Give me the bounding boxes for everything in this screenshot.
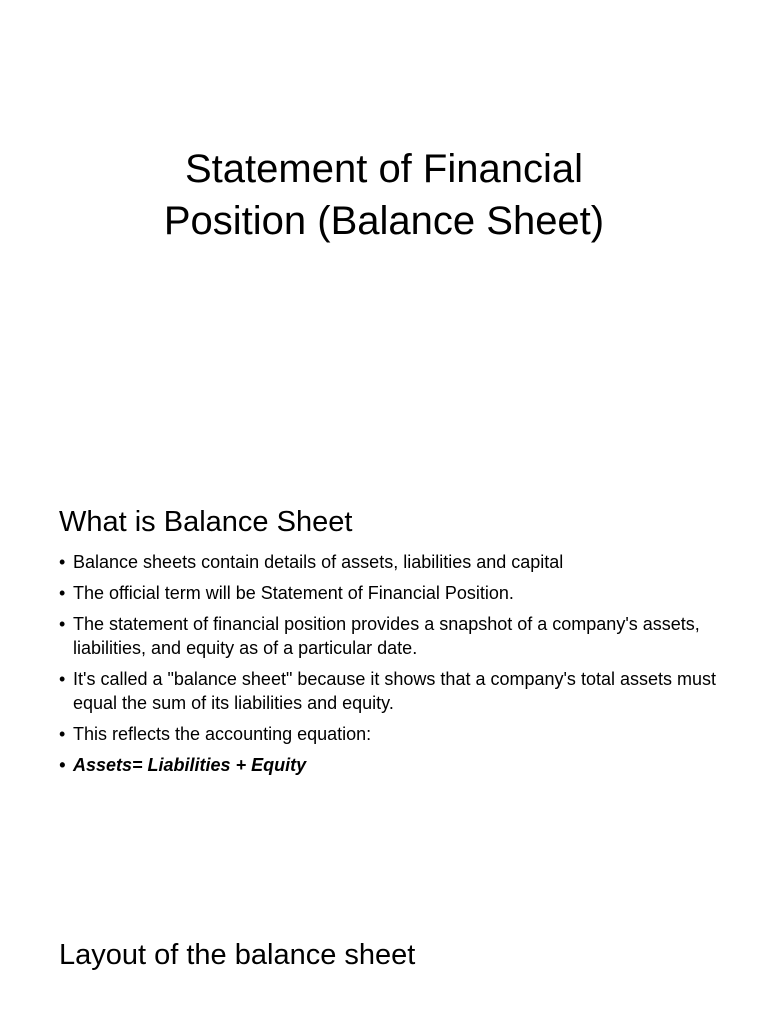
bullet-icon: •	[59, 552, 66, 572]
bullet-item	[59, 612, 719, 660]
section-heading: What is Balance Sheet	[59, 506, 353, 539]
bullet-item	[59, 550, 719, 574]
bullet-item	[59, 667, 719, 715]
bullet-icon: •	[59, 724, 66, 744]
title-slide	[0, 0, 768, 432]
bullet-item	[59, 581, 719, 605]
bullet-icon: •	[59, 583, 66, 603]
equation-bullet-item	[59, 753, 719, 777]
bullet-icon: •	[59, 614, 66, 634]
layout-slide	[0, 864, 768, 1024]
accounting-equation: Assets= Liabilities + Equity	[73, 755, 307, 775]
section-heading: Layout of the balance sheet	[59, 939, 416, 972]
bullet-icon: •	[59, 755, 66, 775]
bullet-text: The official term will be Statement of Financial Position.	[73, 583, 514, 603]
definition-slide	[0, 432, 768, 864]
slide-title-line-1: Statement of Financial	[185, 146, 583, 191]
slide-title-line-2: Position (Balance Sheet)	[163, 198, 605, 243]
bullet-text: It's called a "balance sheet" because it shows that a company's total assets must equal the sum of its liabilities and equity.	[73, 669, 716, 713]
bullet-text: Balance sheets contain details of assets, liabilities and capital	[73, 552, 564, 572]
bullet-text: This reflects the accounting equation:	[73, 724, 372, 744]
bullet-list	[59, 550, 719, 784]
bullet-icon: •	[59, 669, 66, 689]
bullet-text: The statement of financial position provides a snapshot of a company's assets, liabilities, and equity as of a particular date.	[73, 614, 700, 658]
slide-title	[0, 143, 768, 247]
bullet-item	[59, 722, 719, 746]
